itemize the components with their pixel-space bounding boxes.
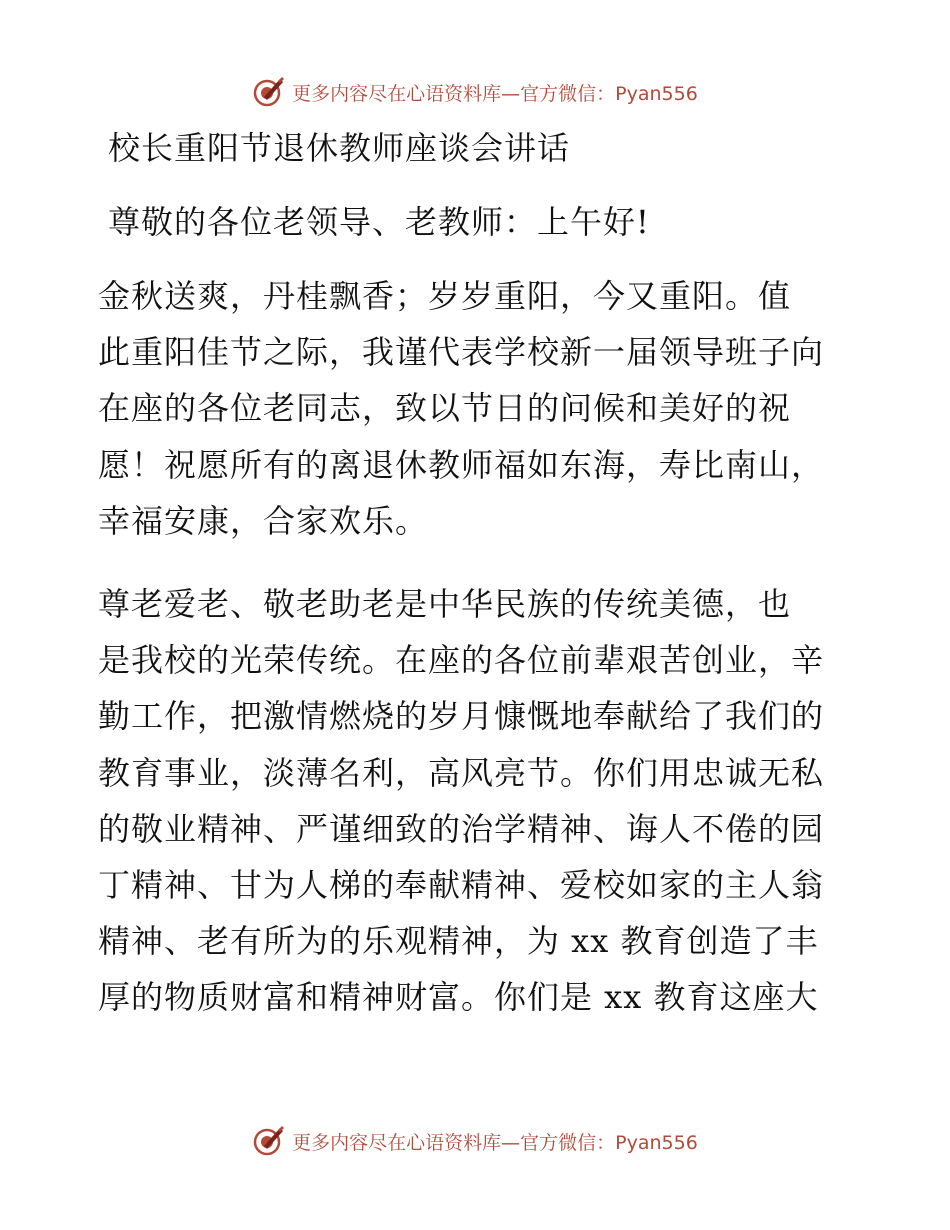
header-banner-title: 更多内容尽在心语资料库	[292, 82, 502, 105]
paragraph-line: 丁精神、甘为人梯的奉献精神、爱校如家的主人翁	[98, 865, 825, 904]
header-banner-contact: 官方微信：Pyan556	[520, 82, 698, 105]
paragraph-line: 此重阳佳节之际，我谨代表学校新一届领导班子向	[98, 333, 825, 372]
quill-pen-seal-icon	[252, 1124, 286, 1158]
paragraph-line: 尊老爱老、敬老助老是中华民族的传统美德，也	[98, 585, 792, 623]
greeting-line: 尊敬的各位老领导、老教师：上午好!	[108, 203, 650, 241]
paragraph-line: 是我校的光荣传统。在座的各位前辈艰苦创业，辛	[98, 641, 825, 680]
paragraph-line: 金秋送爽，丹桂飘香；岁岁重阳，今又重阳。值	[98, 277, 792, 315]
paragraph-line: 幸福安康，合家欢乐。	[98, 501, 429, 540]
header-banner	[0, 72, 950, 112]
paragraph-line: 教育事业，淡薄名利，高风亮节。你们用忠诚无私	[98, 753, 825, 792]
paragraph-line: 勤工作，把激情燃烧的岁月慷慨地奉献给了我们的	[98, 697, 825, 736]
paragraph-line: 厚的物质财富和精神财富。你们是 xx 教育这座大	[98, 978, 819, 1017]
paragraph-2	[98, 576, 858, 1026]
paragraph-line: 的敬业精神、严谨细致的治学精神、诲人不倦的园	[98, 809, 825, 848]
paragraph-1	[98, 268, 858, 549]
header-banner-separator: —	[501, 82, 521, 105]
footer-banner-separator: —	[501, 1131, 521, 1154]
document-title: 校长重阳节退休教师座谈会讲话	[108, 129, 571, 167]
header-banner-text	[292, 79, 698, 106]
paragraph-line: 精神、老有所为的乐观精神，为 xx 教育创造了丰	[98, 922, 819, 961]
footer-banner-text	[292, 1128, 698, 1155]
paragraph-line: 在座的各位老同志，致以节日的问候和美好的祝	[98, 389, 792, 428]
quill-pen-seal-icon	[252, 75, 286, 109]
paragraph-line: 愿！祝愿所有的离退休教师福如东海，寿比南山，	[98, 445, 825, 484]
footer-banner-contact: 官方微信：Pyan556	[520, 1131, 698, 1154]
footer-banner	[0, 1121, 950, 1161]
footer-banner-title: 更多内容尽在心语资料库	[292, 1131, 502, 1154]
